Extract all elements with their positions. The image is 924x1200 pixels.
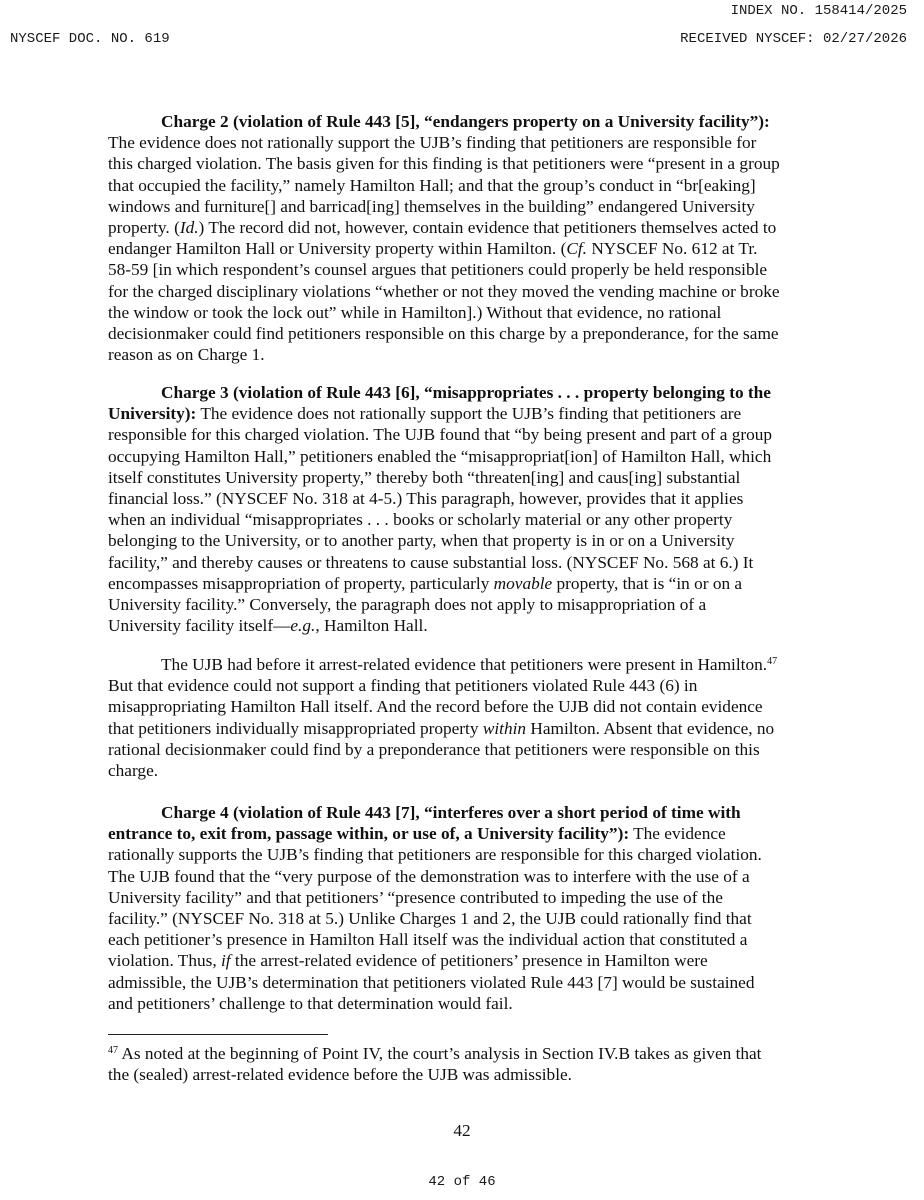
text-line: and petitioners’ challenge to that determination would fail. — [108, 993, 513, 1013]
index-number: INDEX NO. 158414/2025 — [730, 3, 907, 19]
text-line: financial loss.” (NYSCEF No. 318 at 4-5.) This paragraph, however, provides that it applies — [108, 489, 744, 509]
charge-4-heading-cont: entrance to, exit from, passage within, or use of, a University facility”): — [108, 824, 630, 844]
text-line: But that evidence could not support a finding that petitioners violated Rule 443 (6) in — [108, 676, 698, 696]
text-line: violation. Thus, if the arrest-related evidence of petitioners’ presence in Hamilton were — [108, 951, 708, 971]
movable-emphasis: movable — [493, 573, 553, 593]
if-emphasis: if — [220, 951, 231, 971]
cf-cite: Cf. — [566, 239, 587, 259]
text-line: The evidence does not rationally support the UJB’s finding that petitioners are responsible for — [108, 133, 757, 153]
paragraph-charge-4 — [108, 802, 828, 1014]
page-of-total: 42 of 46 — [428, 1174, 496, 1190]
text-line: that occupied the facility,” namely Hamilton Hall; and that the group’s conduct in “br[eaking] — [108, 175, 756, 195]
text-line: reason as on Charge 1. — [108, 345, 265, 365]
text-line: University facility.” Conversely, the paragraph does not apply to misappropriation of a — [108, 595, 707, 615]
text-line: admissible, the UJB’s determination that petitioners violated Rule 443 [7] would be sustained — [108, 972, 755, 992]
text-line: misappropriating Hamilton Hall itself. And the record before the UJB did not contain evidence — [108, 697, 763, 717]
text-line: windows and furniture[] and barricad[ing] themselves in the building” endangered University — [108, 196, 755, 216]
footnote-ref[interactable]: 47 — [767, 656, 778, 667]
text-line: belonging to the University, or to another party, when that property is in or on a University — [108, 531, 735, 551]
paragraph-ujb-evidence — [108, 654, 828, 781]
text-line: charge. — [108, 761, 159, 781]
id-cite: Id. — [179, 218, 199, 238]
text-line: The UJB had before it arrest-related evidence that petitioners were present in Hamilton.$^{47}$ — [161, 655, 778, 674]
text-line: University): The evidence does not rationally support the UJB’s finding that petitioners are — [108, 404, 742, 424]
doc-number: NYSCEF DOC. NO. 619 — [10, 31, 170, 47]
footnote-47 — [108, 1043, 828, 1085]
text-line: 58-59 [in which respondent’s counsel argues that petitioners could properly be held responsible — [108, 260, 768, 280]
charge-4-heading: Charge 4 (violation of Rule 443 [7], “interferes over a short period of time with — [161, 803, 741, 822]
charge-3-heading-cont: University): — [108, 404, 197, 424]
paragraph-charge-2 — [108, 111, 828, 365]
text-line: University facility” and that petitioners’ “presence contributed to impeding the use of the — [108, 887, 723, 907]
within-emphasis: within — [482, 718, 527, 738]
text-line: itself constitutes University property,” thereby both “threaten[ing] and caus[ing] substantial — [108, 467, 741, 487]
text-line: entrance to, exit from, passage within, or use of, a University facility”): The evidence — [108, 824, 726, 844]
text-line: this charged violation. The basis given for this finding is that petitioners were “present in a group — [108, 154, 780, 174]
charge-2-heading: Charge 2 (violation of Rule 443 [5], “endangers property on a University facility”): — [161, 112, 770, 131]
text-line: facility,” and thereby causes or threatens to cause substantial loss. (NYSCEF No. 568 at 6.) It — [108, 552, 754, 572]
text-line: the (sealed) arrest-related evidence before the UJB was admissible. — [108, 1065, 572, 1085]
text-line: that petitioners individually misappropriated property within Hamilton. Absent that evidence, no — [108, 718, 775, 738]
text-line: occupying Hamilton Hall,” petitioners enabled the “misappropriat[ion] of Hamilton Hall, which — [108, 446, 772, 466]
text-line: when an individual “misappropriates . . . books or scholarly material or any other property — [108, 510, 733, 530]
text-line: decisionmaker could find petitioners responsible on this charge by a preponderance, for the same — [108, 324, 779, 344]
text-line: for the charged disciplinary violations “whether or not they moved the vending machine or broke — [108, 281, 780, 301]
received-date: RECEIVED NYSCEF: 02/27/2026 — [680, 31, 907, 47]
text-line: each petitioner’s presence in Hamilton Hall itself was the individual action that constituted a — [108, 930, 748, 950]
text-line: facility.” (NYSCEF No. 318 at 5.) Unlike Charges 1 and 2, the UJB could rationally find that — [108, 909, 752, 929]
text-line: property. (Id.) The record did not, however, contain evidence that petitioners themselves acted to — [108, 218, 777, 238]
text-line: encompasses misappropriation of property, particularly movable property, that is “in or on a — [108, 573, 743, 593]
text-line: endanger Hamilton Hall or University property within Hamilton. (Cf. NYSCEF No. 612 at Tr. — [108, 239, 758, 259]
text-line: the window or took the lock out” while in Hamilton].) Without that evidence, no rational — [108, 302, 722, 322]
text-line: rationally supports the UJB’s finding that petitioners are responsible for this charged violation. — [108, 845, 762, 865]
text-line: $^{47}$ As noted at the beginning of Point IV, the court’s analysis in Section IV.B takes as given that — [108, 1044, 762, 1063]
charge-3-heading: Charge 3 (violation of Rule 443 [6], “misappropriates . . . property belonging to the — [161, 383, 771, 402]
text-line: responsible for this charged violation. The UJB found that “by being present and part of a group — [108, 425, 773, 445]
text-line: rational decisionmaker could find by a preponderance that petitioners were responsible on this — [108, 739, 760, 759]
footnote-separator — [108, 1034, 328, 1035]
eg-emphasis: e.g. — [290, 616, 316, 636]
text-line: University facility itself—e.g., Hamilton Hall. — [108, 616, 428, 636]
text-line: The UJB found that the “very purpose of the demonstration was to interfere with the use of a — [108, 866, 750, 886]
paragraph-charge-3 — [108, 382, 828, 636]
footnote-number: 47 — [108, 1045, 118, 1056]
page-number: 42 — [453, 1121, 471, 1140]
